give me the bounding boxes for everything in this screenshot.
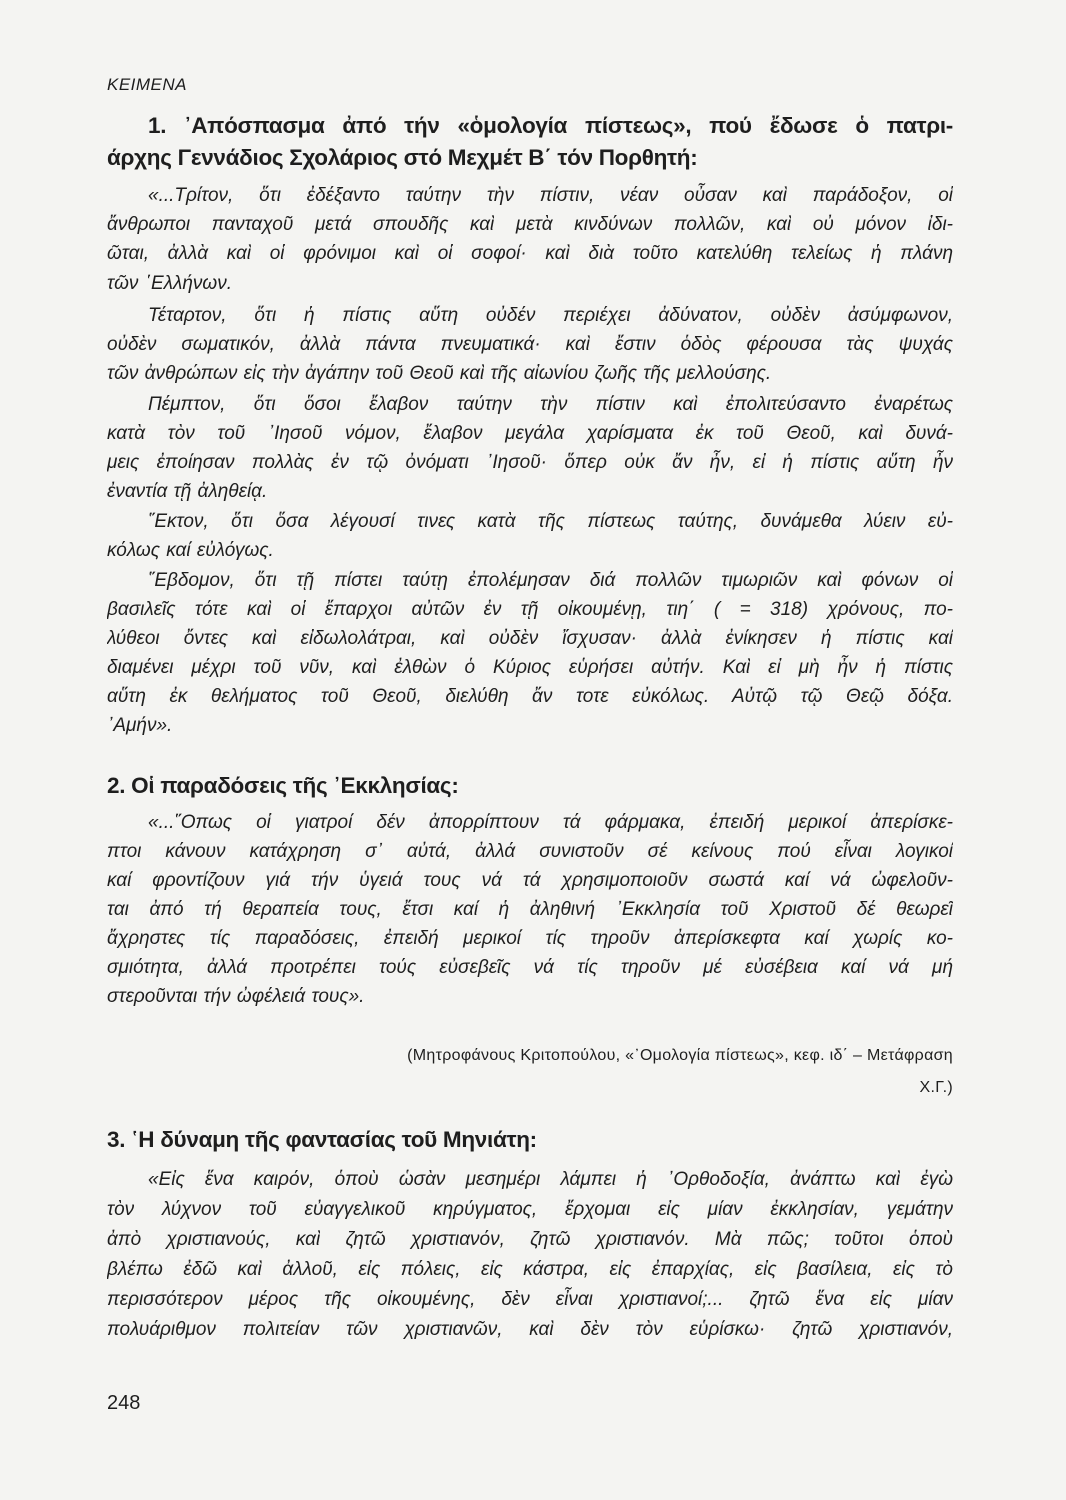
paragraph-line: ῞Εβδομον, ὅτι τῇ πίστει ταύτῃ ἐπολέμησαν διά πολλῶν τιμωριῶν καὶ φόνων οἱ [148, 570, 953, 591]
running-header: ΚΕΙΜΕΝΑ [107, 75, 188, 94]
citation-line: (Μητροφάνους Κριτοπούλου, «᾿Ομολογία πίστεως», κεφ. ιδ΄ – Μετάφραση [407, 1047, 953, 1064]
paragraph-line: καί φροντίζουν γιά τήν ὑγειά τους νά τά χρησιμοποιοῦν σωστά καί νά ὠφελοῦν- [107, 870, 953, 891]
paragraph-line: ἐναντία τῇ ἀληθείᾳ. [107, 481, 268, 502]
paragraph-line: τῶν ἀνθρώπων εἰς τὴν ἀγάπην τοῦ Θεοῦ καὶ τῆς αἰωνίου ζωῆς τῆς μελλούσης. [107, 363, 772, 384]
page-number: 248 [107, 1392, 141, 1414]
paragraph-line: λύθεοι ὄντες καὶ εἰδωλολάτραι, καὶ οὐδὲν ἴσχυσαν· ἀλλὰ ἐνίκησεν ἡ πίστις καί [107, 628, 953, 649]
paragraph-line: ᾿Αμήν». [107, 715, 173, 736]
section-heading: 2. Οἱ παραδόσεις τῆς ᾿Εκκλησίας: [107, 773, 459, 798]
paragraph-line: τὸν λύχνον τοῦ εὐαγγελικοῦ κηρύγματος, ἔρχομαι εἰς μίαν ἐκκλησίαν, γεμάτην [107, 1199, 953, 1220]
paragraph-line: κόλως καί εὐλόγως. [107, 540, 274, 561]
paragraph-line: βασιλεῖς τότε καὶ οἱ ἔπαρχοι αὐτῶν ἐν τῇ οἰκουμένῃ, τιη΄ ( = 318) χρόνους, πο- [107, 599, 953, 620]
paragraph-line: μεις ἐποίησαν πολλὰς ἐν τῷ ὀνόματι ᾿Ιησοῦ· ὅπερ οὐκ ἄν ἦν, εἰ ἡ πίστις αὕτη ἦν [107, 452, 953, 473]
paragraph-line: Πέμπτον, ὅτι ὅσοι ἔλαβον ταύτην τὴν πίστιν καὶ ἐπολιτεύσαντο ἐναρέτως [148, 394, 953, 415]
paragraph-line: ἄνθρωποι πανταχοῦ μετά σπουδῆς καὶ μετὰ κινδύνων πολλῶν, καὶ οὐ μόνον ἰδι- [107, 214, 953, 235]
paragraph-line: οὐδὲν σωματικόν, ἀλλὰ πάντα πνευματικά· καὶ ἔστιν ὁδὸς φέρουσα τὰς ψυχάς [107, 334, 953, 355]
paragraph-line: «Εἰς ἕνα καιρόν, ὁποὺ ὡσὰν μεσημέρι λάμπει ἡ ᾿Ορθοδοξία, ἀνάπτω καὶ ἐγὼ [148, 1169, 953, 1190]
paragraph-line: στεροῦνται τήν ὠφέλειά τους». [107, 986, 365, 1007]
paragraph-line: «...Τρίτον, ὅτι ἐδέξαντο ταύτην τὴν πίστιν, νέαν οὖσαν καὶ παράδοξον, οἱ [148, 185, 953, 206]
paragraph-line: βλέπω ἐδῶ καὶ ἀλλοῦ, εἰς πόλεις, εἰς κάστρα, εἰς ἐπαρχίας, εἰς βασίλεια, εἰς τὸ [107, 1259, 953, 1280]
citation-line: Χ.Γ.) [919, 1079, 953, 1096]
paragraph-line: κατὰ τὸν τοῦ ᾿Ιησοῦ νόμον, ἔλαβον μεγάλα χαρίσματα ἐκ τοῦ Θεοῦ, καὶ δυνά- [107, 423, 953, 444]
paragraph-line: διαμένει μέχρι τοῦ νῦν, καὶ ἐλθὼν ὁ Κύριος εὑρήσει αὐτήν. Καὶ εἰ μὴ ἦν ἡ πίστις [107, 657, 953, 678]
section-heading: 3. ῾Η δύναμη τῆς φαντασίας τοῦ Μηνιάτη: [107, 1127, 537, 1152]
paragraph-line: τῶν ῾Ελλήνων. [107, 273, 233, 294]
paragraph-line: αὕτη ἐκ θελήματος τοῦ Θεοῦ, διελύθη ἄν τοτε εὐκόλως. Αὐτῷ τῷ Θεῷ δόξα. [107, 686, 953, 707]
paragraph-line: ῶται, ἀλλὰ καὶ οἱ φρόνιμοι καὶ οἱ σοφοί· καὶ διὰ τοῦτο κατελύθη τελείως ἡ πλάνη [107, 243, 953, 264]
paragraph-line: Τέταρτον, ὅτι ἡ πίστις αὕτη οὐδέν περιέχει ἀδύνατον, οὐδὲν ἀσύμφωνον, [148, 305, 953, 326]
section-heading: 1. ᾿Απόσπασμα ἀπό τήν «ὁμολογία πίστεως», πού ἔδωσε ὁ πατρι- [148, 113, 953, 138]
paragraph-line: ἄχρηστες τίς παραδόσεις, ἐπειδή μερικοί τίς τηροῦν ἀπερίσκεφτα καί χωρίς κο- [107, 928, 953, 949]
paragraph-line: ται ἀπό τή θεραπεία τους, ἔτσι καί ἡ ἀληθινή ᾿Εκκλησία τοῦ Χριστοῦ δέ θεωρεῖ [107, 899, 953, 920]
section-heading: άρχης Γεννάδιος Σχολάριος στό Μεχμέτ Β΄ τόν Πορθητή: [107, 145, 698, 170]
paragraph-line: πολυάριθμον πολιτείαν τῶν χριστιανῶν, καὶ δὲν τὸν εὑρίσκω· ζητῶ χριστιανόν, [107, 1319, 953, 1340]
paragraph-line: ἀπὸ χριστιανούς, καὶ ζητῶ χριστιανόν, ζητῶ χριστιανόν. Μὰ πῶς; τοῦτοι ὁποὺ [107, 1229, 953, 1250]
paragraph-line: περισσότερον μέρος τῆς οἰκουμένης, δὲν εἶναι χριστιανοί;... ζητῶ ἕνα εἰς μίαν [107, 1289, 953, 1310]
paragraph-line: «...῞Οπως οἱ γιατροί δέν ἀπορρίπτουν τά φάρμακα, ἐπειδή μερικοί ἀπερίσκε- [148, 812, 953, 833]
paragraph-line: ῞Εκτον, ὅτι ὅσα λέγουσί τινες κατὰ τῆς πίστεως ταύτης, δυνάμεθα λύειν εὐ- [148, 511, 953, 532]
paragraph-line: πτοι κάνουν κατάχρηση σ᾿ αὐτά, ἀλλά συνιστοῦν σέ κείνους πού εἶναι λογικοί [107, 841, 953, 862]
paragraph-line: σμιότητα, ἀλλά προτρέπει τούς εὐσεβεῖς νά τίς τηροῦν μέ εὐσέβεια καί νά μή [107, 957, 953, 978]
